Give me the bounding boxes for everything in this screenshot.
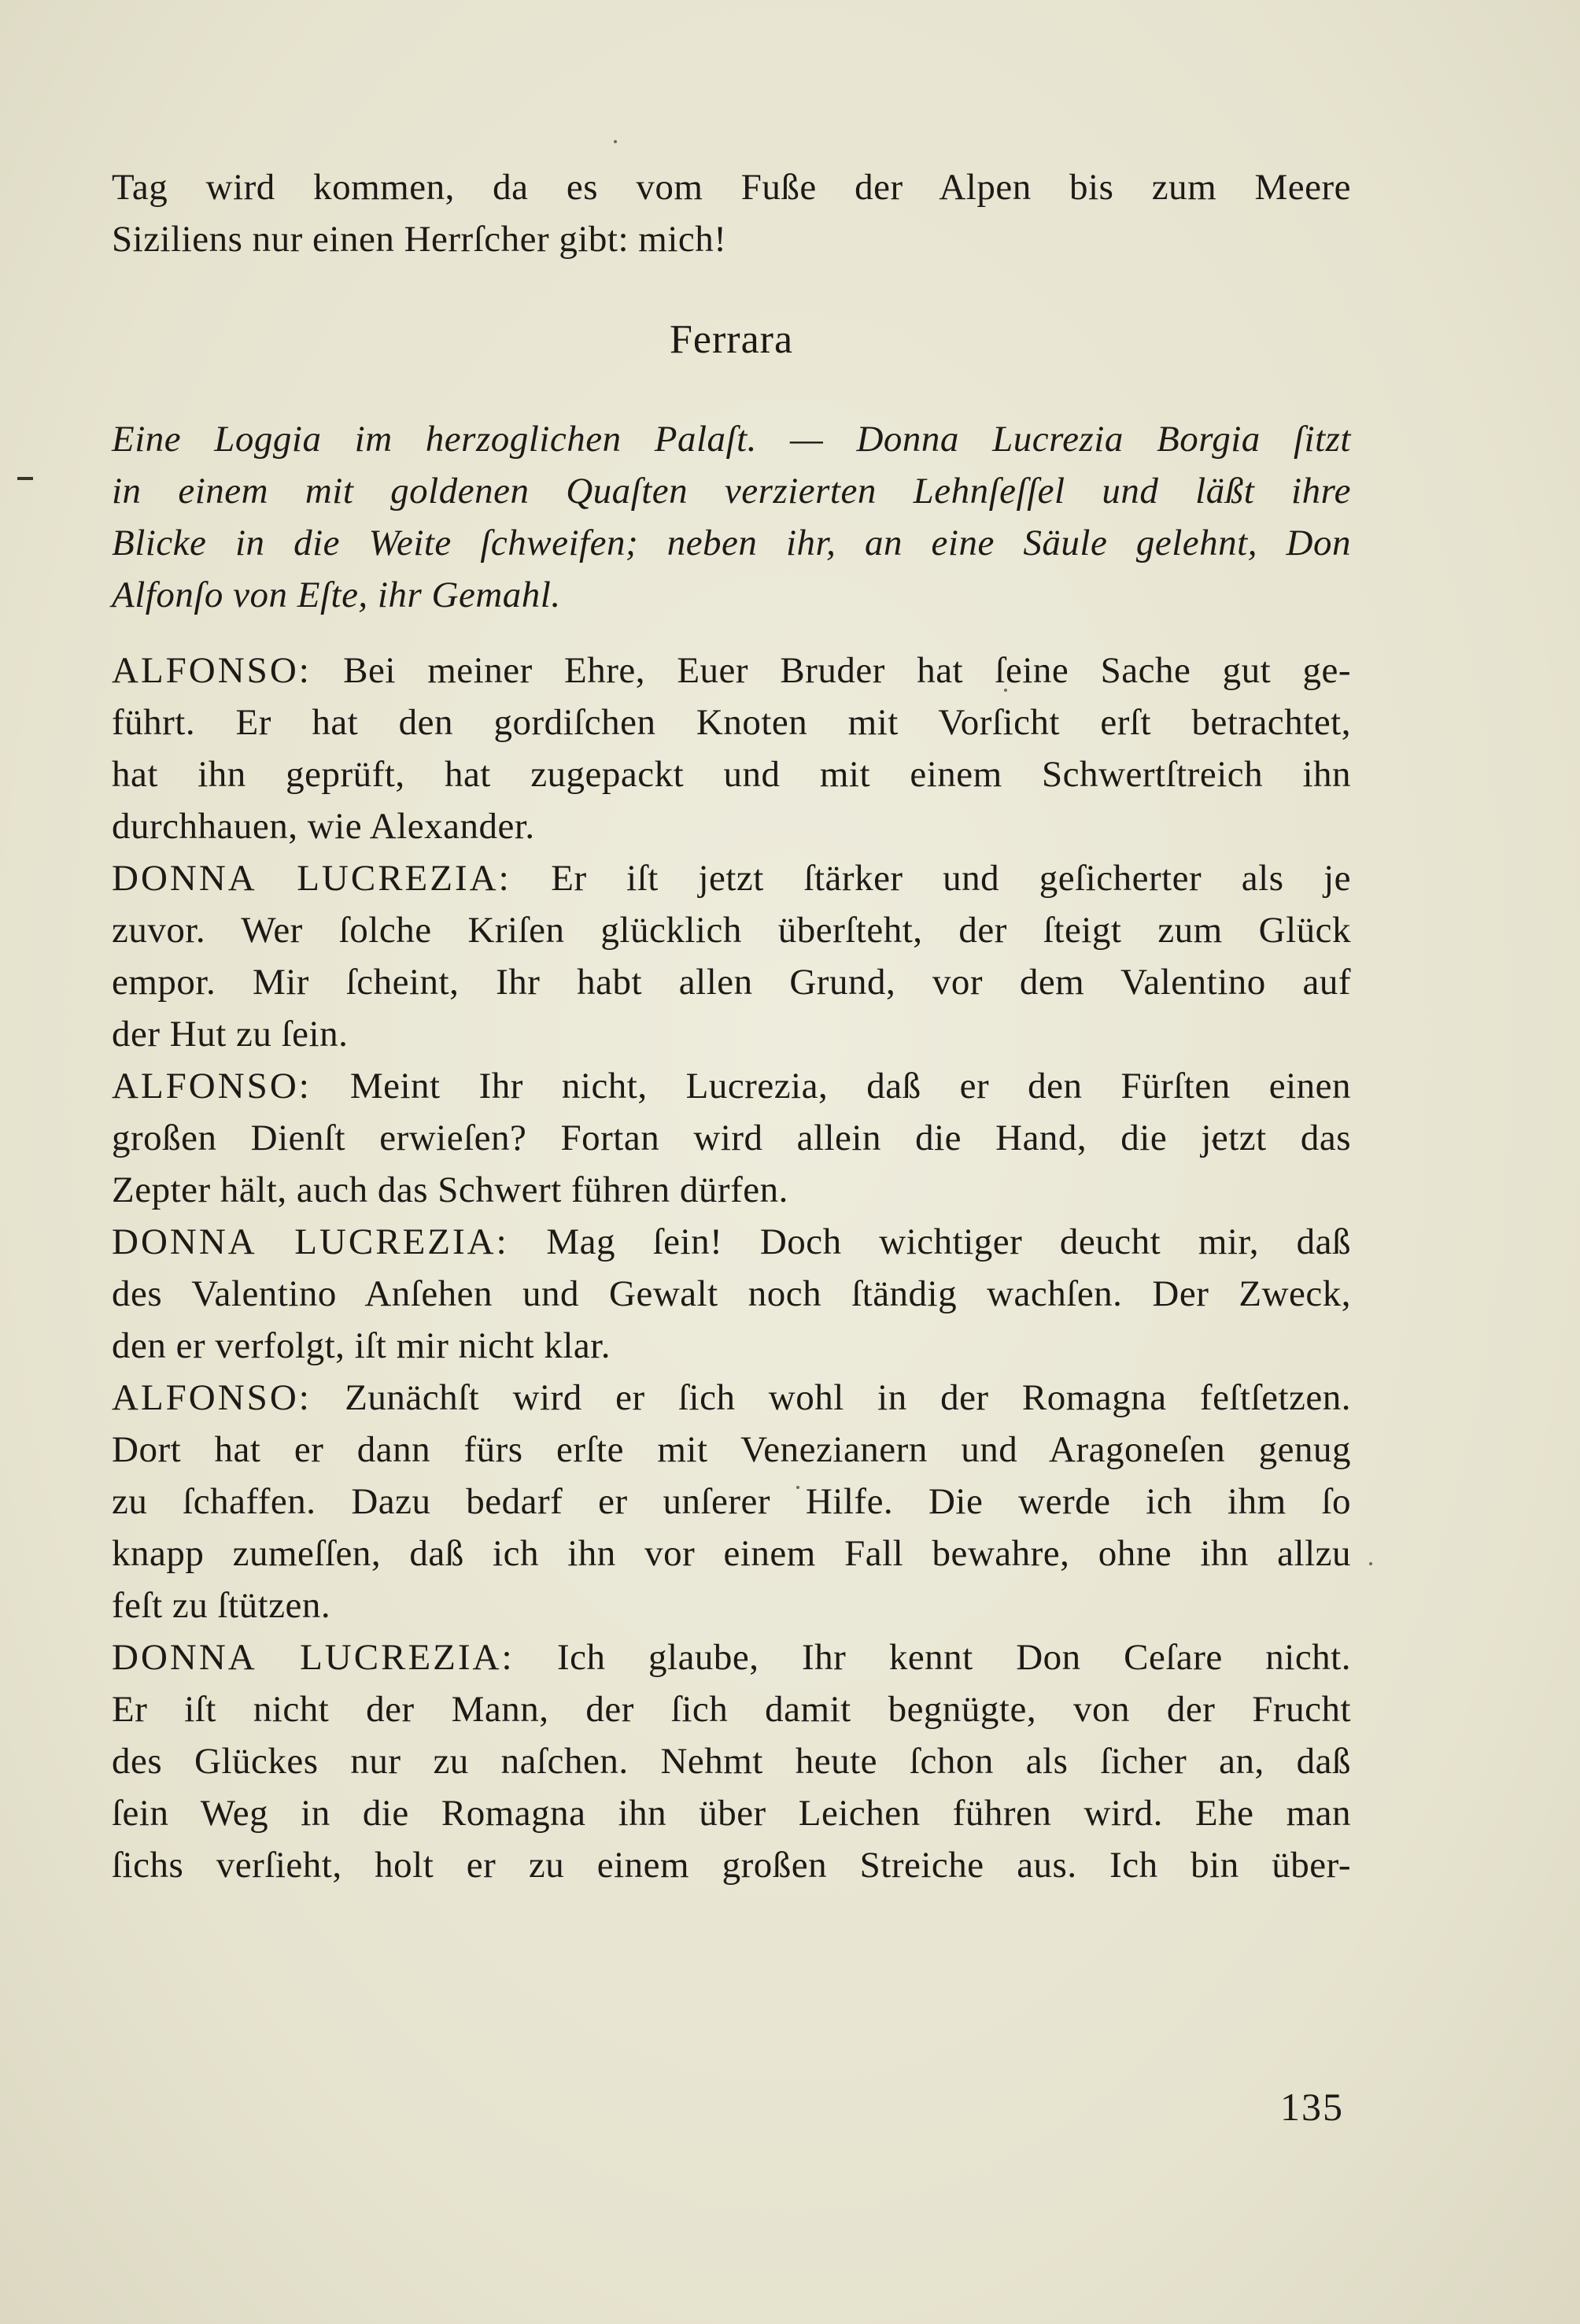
text-line: den er verfolgt, iſt mir nicht klar. [112, 1325, 611, 1366]
text-line: zuvor. Wer ſolche Kriſen glücklich überſteht, der ſteigt zum Glück [112, 910, 1351, 951]
text-line: der Hut zu ſein. [112, 1014, 349, 1055]
dialogue-line: DONNA LUCREZIA: Er iſt jetzt ſtärker und geſicherter als je [112, 858, 1351, 899]
text-line: des Valentino Anſehen und Gewalt noch ſtändig wachſen. Der Zweck, [112, 1273, 1351, 1314]
text-column [112, 161, 1351, 1891]
text-line: Eine Loggia im herzoglichen Palaſt. — Donna Lucrezia Borgia ſitzt [112, 419, 1351, 460]
speaker-name: ALFONSO: [112, 1377, 312, 1418]
text-line: Alfonſo von Eſte, ihr Gemahl. [112, 575, 561, 615]
text-line: durchhauen, wie Alexander. [112, 806, 535, 847]
text-line: Er iſt nicht der Mann, der ſich damit begnügte, von der Frucht [112, 1689, 1351, 1730]
speaker-name: DONNA LUCREZIA: [112, 858, 511, 899]
text-line: führt. Er hat den gordiſchen Knoten mit Vorſicht erſt betrachtet, [112, 702, 1351, 743]
speaker-name: DONNA LUCREZIA: [112, 1221, 509, 1262]
text-line: ſein Weg in die Romagna ihn über Leichen führen wird. Ehe man [112, 1793, 1351, 1834]
text-line: Tag wird kommen, da es vom Fuße der Alpen bis zum Meere [112, 167, 1351, 208]
dialogue-line: DONNA LUCREZIA: Mag ſein! Doch wichtiger deucht mir, daß [112, 1221, 1351, 1262]
text-line: ſichs verſieht, holt er zu einem großen Streiche aus. Ich bin über- [112, 1845, 1351, 1886]
text-line: großen Dienſt erwieſen? Fortan wird allein die Hand, die jetzt das [112, 1118, 1351, 1158]
speaker-name: ALFONSO: [112, 650, 312, 691]
margin-mark [17, 477, 33, 480]
prev-paragraph [112, 161, 1351, 265]
text-line: Zepter hält, auch das Schwert führen dürfen. [112, 1169, 788, 1210]
text-line: knapp zumeſſen, daß ich ihn vor einem Fall bewahre, ohne ihn allzu [112, 1533, 1351, 1574]
dialogue-line: DONNA LUCREZIA: Ich glaube, Ihr kennt Don Ceſare nicht. [112, 1637, 1351, 1678]
text-line: feſt zu ſtützen. [112, 1585, 331, 1626]
dialogue-block [112, 645, 1351, 1891]
dialogue-line: ALFONSO: Zunächſt wird er ſich wohl in der Romagna feſtſetzen. [112, 1377, 1351, 1418]
speaker-name: DONNA LUCREZIA: [112, 1637, 515, 1678]
page-number: 135 [1280, 2085, 1344, 2129]
dialogue-line: ALFONSO: Meint Ihr nicht, Lucrezia, daß er den Fürſten einen [112, 1066, 1351, 1107]
stage-direction [112, 413, 1351, 621]
text-line: Dort hat er dann fürs erſte mit Venezianern und Aragoneſen genug [112, 1429, 1351, 1470]
text-line: in einem mit goldenen Quaſten verzierten Lehnſeſſel und läßt ihre [112, 471, 1351, 512]
speaker-name: ALFONSO: [112, 1066, 312, 1107]
speck [1369, 1562, 1372, 1565]
text-line: empor. Mir ſcheint, Ihr habt allen Grund, vor dem Valentino auf [112, 962, 1351, 1003]
dialogue-line: ALFONSO: Bei meiner Ehre, Euer Bruder hat ſeine Sache gut ge- [112, 650, 1352, 691]
text-line: Blicke in die Weite ſchweifen; neben ihr, an eine Säule gelehnt, Don [112, 523, 1351, 563]
speck [614, 140, 617, 143]
text-line: zu ſchaffen. Dazu bedarf er unſerer Hilfe. Die werde ich ihm ſo [112, 1481, 1351, 1522]
text-line: hat ihn geprüft, hat zugepackt und mit einem Schwertſtreich ihn [112, 754, 1351, 795]
text-line: des Glückes nur zu naſchen. Nehmt heute ſchon als ſicher an, daß [112, 1741, 1351, 1782]
scene-heading: Ferrara [669, 317, 794, 362]
text-line: Siziliens nur einen Herrſcher gibt: mich! [112, 219, 727, 260]
